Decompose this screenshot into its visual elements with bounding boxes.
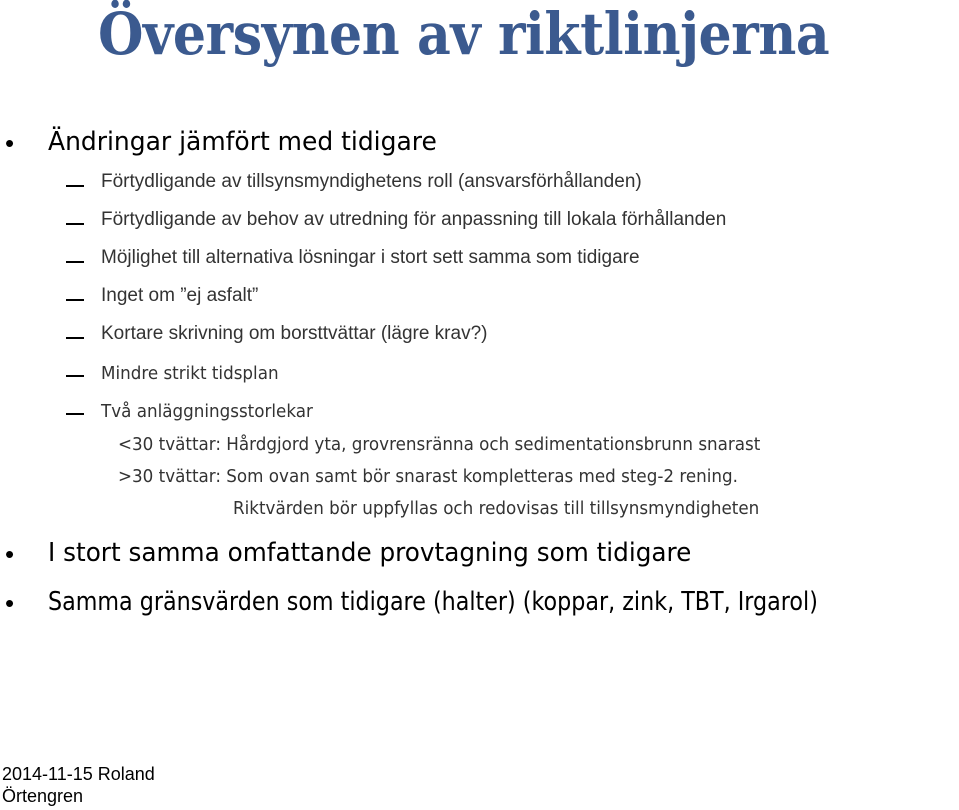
bullet-text: Ändringar jämfört med tidigare [48,127,437,157]
sub-item-text: Kortare skrivning om borsttvättar (lägre krav?) [101,323,488,344]
sub-item-text: Inget om ”ej asfalt” [101,285,259,306]
dash-icon [66,185,84,187]
sub-item-text: Två anläggningsstorlekar [101,401,313,422]
detail-line: Riktvärden bör uppfyllas och redovisas till tillsynsmyndigheten [233,498,760,519]
bullet-dot-icon: • [5,588,15,618]
bullet-dot-icon: • [5,539,15,569]
detail-line: <30 tvättar: Hårdgjord yta, grovrensränna och sedimentationsbrunn snarast [118,434,761,455]
sub-item-text: Förtydligande av behov av utredning för anpassning till lokala förhållanden [101,209,727,230]
detail-line: >30 tvättar: Som ovan samt bör snarast kompletteras med steg-2 rening. [118,466,738,487]
dash-icon [66,337,84,339]
dash-icon [66,223,84,225]
slide-title: Översynen av riktlinjerna [98,0,830,68]
dash-icon [66,261,84,263]
dash-icon [66,375,84,377]
bullet-text: I stort samma omfattande provtagning som tidigare [48,538,692,568]
bullet-text: Samma gränsvärden som tidigare (halter) (koppar, zink, TBT, Irgarol) [48,587,818,617]
sub-item-text: Förtydligande av tillsynsmyndighetens roll (ansvarsförhållanden) [101,171,642,192]
bullet-dot-icon: • [5,128,15,158]
dash-icon [66,299,84,301]
footer-author-surname: Örtengren [2,786,84,806]
sub-item-text: Mindre strikt tidsplan [101,363,279,384]
sub-item-text: Möjlighet till alternativa lösningar i stort sett samma som tidigare [101,247,640,268]
dash-icon [66,413,84,415]
footer-date-author: 2014-11-15 Roland [2,764,155,784]
footer [2,763,202,807]
